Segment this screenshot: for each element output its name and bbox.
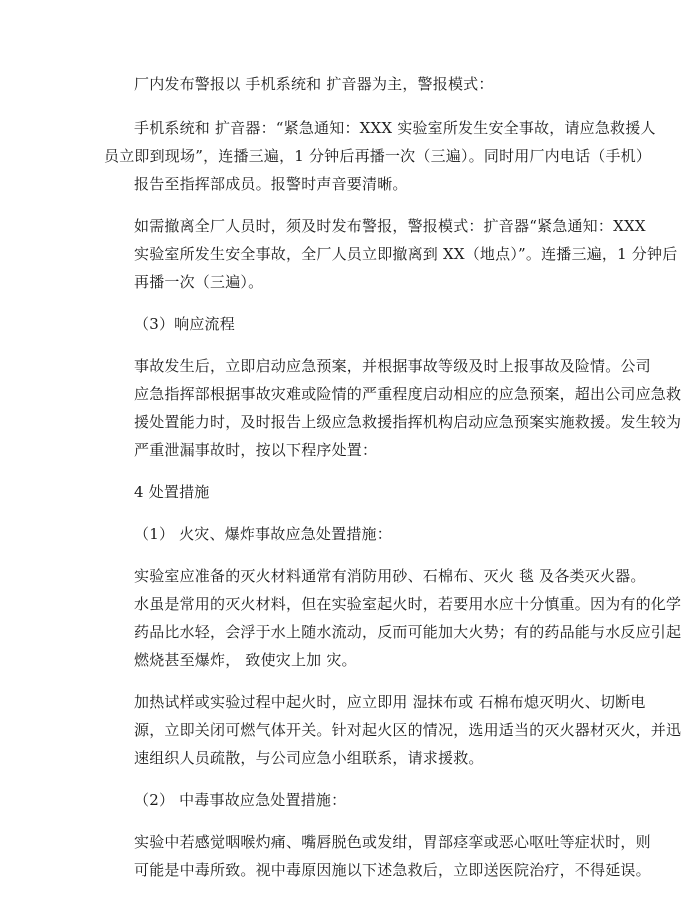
text-line: 应急指挥部根据事故灾难或险情的严重程度启动相应的应急预案，超出公司应急救 bbox=[134, 385, 682, 403]
section-heading-fire bbox=[104, 520, 619, 548]
heading-text: 4 处置措施 bbox=[134, 483, 210, 501]
text-line: 药品比水轻，会浮于水上随水流动，反而可能加大火势；有的药品能与水反应引起 bbox=[134, 623, 682, 641]
paragraph-phone-speaker bbox=[104, 114, 656, 198]
paragraph-alarm-intro bbox=[104, 70, 619, 98]
paragraph-evacuation bbox=[104, 212, 678, 296]
text-line: 手机系统和 扩音器：“紧急通知：XXX 实验室所发生安全事故，请应急救援人 bbox=[134, 119, 656, 137]
paragraph-fire-actions bbox=[104, 688, 682, 772]
heading-text: （1） 火灾、爆炸事故应急处置措施： bbox=[134, 525, 392, 543]
document-page bbox=[104, 70, 682, 898]
text-line: 厂内发布警报以 手机系统和 扩音器为主，警报模式： bbox=[134, 75, 494, 93]
text-line: 如需撤离全厂人员时，须及时发布警报，警报模式：扩音器“紧急通知：XXX bbox=[134, 217, 646, 235]
text-line: 再播一次（三遍）。 bbox=[134, 273, 264, 291]
heading-text: （3）响应流程 bbox=[134, 315, 235, 333]
paragraph-poison-body bbox=[104, 828, 651, 884]
paragraph-fire-materials bbox=[104, 562, 682, 674]
section-heading-response bbox=[104, 310, 619, 338]
text-line: 实验室所发生安全事故，全厂人员立即撤离到 XX（地点）”。连播三遍，1 分钟后 bbox=[134, 245, 678, 263]
paragraph-response-body bbox=[104, 352, 682, 464]
section-heading-measures bbox=[104, 478, 619, 506]
text-line: 水虽是常用的灭火材料，但在实验室起火时，若要用水应十分慎重。因为有的化学 bbox=[134, 595, 682, 613]
text-line: 燃烧甚至爆炸， 致使灾上加 灾。 bbox=[134, 651, 357, 669]
text-line: 员立即到现场”，连播三遍，1 分钟后再播一次（三遍）。同时用厂内电话（手机） bbox=[104, 147, 652, 165]
heading-text: （2） 中毒事故应急处置措施： bbox=[134, 791, 347, 809]
text-line: 事故发生后，立即启动应急预案，并根据事故等级及时上报事故及险情。公司 bbox=[134, 357, 651, 375]
text-line: 速组织人员疏散，与公司应急小组联系，请求援救。 bbox=[134, 749, 484, 767]
text-line: 实验中若感觉咽喉灼痛、嘴唇脱色或发绀，胃部痉挛或恶心呕吐等症状时，则 bbox=[134, 833, 651, 851]
text-line: 严重泄漏事故时，按以下程序处置： bbox=[134, 441, 378, 459]
section-heading-poison bbox=[104, 786, 619, 814]
text-line: 援处置能力时，及时报告上级应急救援指挥机构启动应急预案实施救援。发生较为 bbox=[134, 413, 682, 431]
text-line: 实验室应准备的灭火材料通常有消防用砂、石棉布、灭火 毯 及各类灭火器。 bbox=[134, 567, 646, 585]
text-line: 可能是中毒所致。视中毒原因施以下述急救后，立即送医院治疗，不得延误。 bbox=[134, 861, 651, 879]
text-line: 报告至指挥部成员。报警时声音要清晰。 bbox=[134, 175, 408, 193]
text-line: 加热试样或实验过程中起火时，应立即用 湿抹布或 石棉布熄灭明火、切断电 bbox=[134, 693, 646, 711]
text-line: 源，立即关闭可燃气体开关。针对起火区的情况，选用适当的灭火器材灭火，并迅 bbox=[134, 721, 682, 739]
